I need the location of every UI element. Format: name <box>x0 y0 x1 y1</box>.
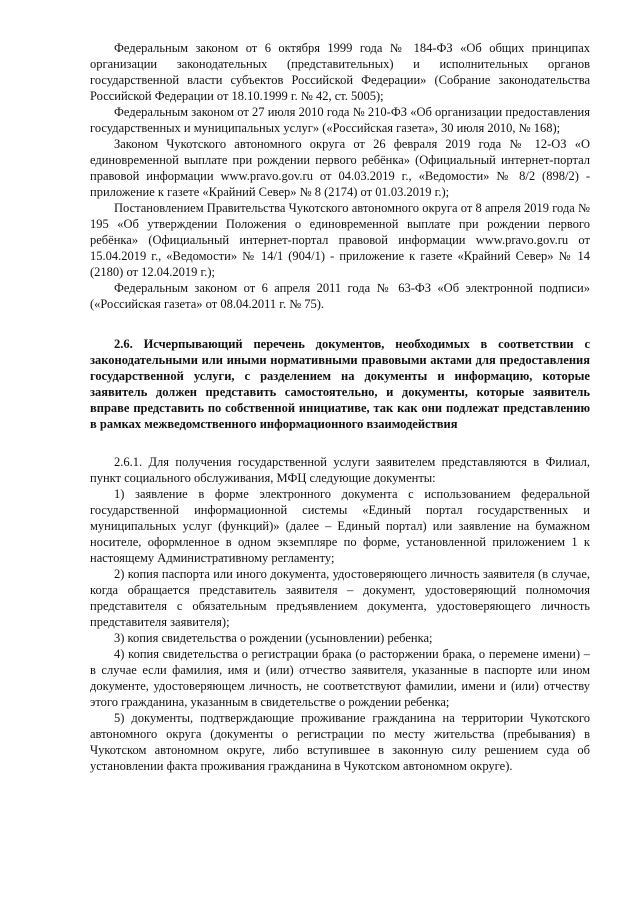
law-paragraph-210fz: Федеральным законом от 27 июля 2010 года № 210-ФЗ «Об организации предоставления государственных и муниципальных услуг» («Российская газета», 30 июля 2010, № 168); <box>90 105 590 135</box>
law-paragraph-63fz: Федеральным законом от 6 апреля 2011 года № 63-ФЗ «Об электронной подписи» («Российская газета» от 08.04.2011 г. № 75). <box>90 281 590 311</box>
clause-2-6-1: 2.6.1. Для получения государственной услуги заявителем представляются в Филиал, пункт социального обслуживания, МФЦ следующие документы: <box>90 455 590 485</box>
document-page <box>90 40 590 774</box>
spacer <box>90 432 590 454</box>
list-item-5: 5) документы, подтверждающие проживание гражданина на территории Чукотского автономного округа (документы о регистрации по месту жительства (пребывания) в Чукотском автономном округе, либо вступившее в законную силу решением суда об установлении факта проживания гражданина в Чукотском автономном округе). <box>90 711 590 773</box>
list-item-3: 3) копия свидетельства о рождении (усыновлении) ребенка; <box>114 631 433 645</box>
list-item-2: 2) копия паспорта или иного документа, удостоверяющего личность заявителя (в случае, когда обращается представитель заявителя – документ, удостоверяющий полномочия представителя с обязательным предъявлением документа, удостоверяющего личность представителя заявителя); <box>90 567 590 629</box>
spacer <box>90 312 590 336</box>
section-heading-2-6: 2.6. Исчерпывающий перечень документов, необходимых в соответствии с законодательными или иными нормативными правовыми актами для предоставления государственной услуги, с разделением на документы и информацию, которые заявитель должен представить самостоятельно, и документы, которые заявитель вправе представить по собственной инициативе, так как они подлежат представлению в рамках межведомственного информационного взаимодействия <box>90 337 590 431</box>
list-item-1: 1) заявление в форме электронного документа с использованием федеральной государственной информационной системы «Единый портал государственных и муниципальных услуг (функций)» (далее – Единый портал) или заявление на бумажном носителе, оформленное в одном экземпляре по форме, установленной приложением 1 к настоящему Административному регламенту; <box>90 487 590 565</box>
law-paragraph-12oz: Законом Чукотского автономного округа от 26 февраля 2019 года № 12-ОЗ «О единовременной выплате при рождении первого ребёнка» (Официальный интернет-портал правовой информации www.pravo.gov.ru от 04.03.2019 г., «Ведомости» № 8/2 (898/2) - приложение к газете «Крайний Север» № 8 (2174) от 01.03.2019 г.); <box>90 137 590 199</box>
resolution-paragraph-195: Постановлением Правительства Чукотского автономного округа от 8 апреля 2019 года № 195 «Об утверждении Положения о единовременной выплате при рождении первого ребёнка» (Официальный интернет-портал правовой информации www.pravo.gov.ru от 15.04.2019 г., «Ведомости» № 14/1 (904/1) - приложение к газете «Крайний Север» № 14 (2180) от 12.04.2019 г.); <box>90 201 590 279</box>
list-item-4: 4) копия свидетельства о регистрации брака (о расторжении брака, о перемене имени) – в случае если фамилия, имя и (или) отчество заявителя, указанные в паспорте или ином документе, удостоверяющем личность, не соответствуют фамилии, имени и (или) отчеству этого гражданина, указанным в свидетельстве о рождении ребенка; <box>90 647 590 709</box>
law-paragraph-184fz: Федеральным законом от 6 октября 1999 года № 184-ФЗ «Об общих принципах организации законодательных (представительных) и исполнительных органов государственной власти субъектов Российской Федерации» (Собрание законодательства Российской Федерации от 18.10.1999 г. № 42, ст. 5005); <box>90 41 590 103</box>
